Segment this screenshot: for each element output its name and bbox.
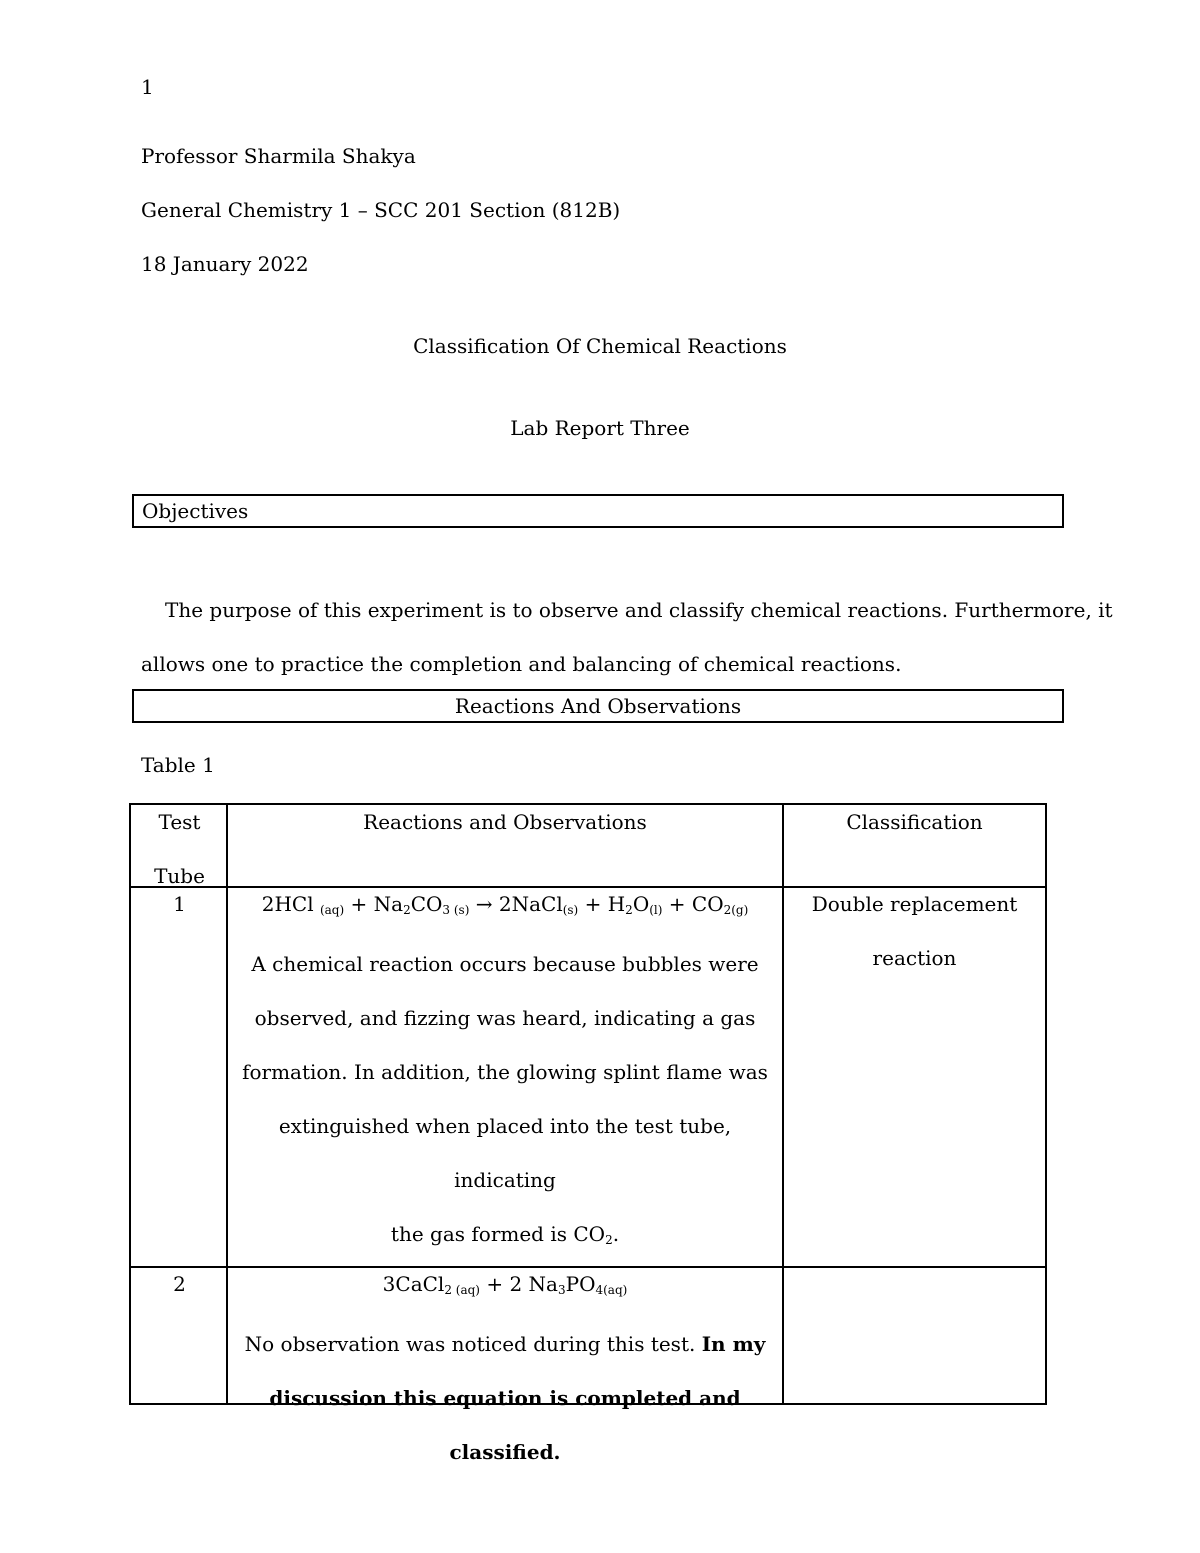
row-1-classification: Double replacement reaction <box>811 892 1018 970</box>
row-1-observation-line: the gas formed is $CO_2$. <box>390 1222 620 1247</box>
document-title: Classification Of Chemical Reactions <box>413 334 787 358</box>
course-name: General Chemistry 1 – SCC 201 Section (812B) <box>141 198 621 222</box>
objectives-paragraph <box>141 583 1113 691</box>
header-reactions: Reactions and Observations <box>363 810 647 834</box>
objectives-line-1: The purpose of this experiment is to observe and classify chemical reactions. Furthermore, it <box>165 598 1113 622</box>
page-number: 1 <box>141 75 154 99</box>
objectives-heading: Objectives <box>142 499 249 523</box>
row-1-observation-line: observed, and fizzing was heard, indicating a gas <box>254 1006 756 1030</box>
reactions-heading: Reactions And Observations <box>454 694 742 718</box>
reactions-heading-box <box>132 689 1064 723</box>
table-label: Table 1 <box>141 753 215 777</box>
header-classification: Classification <box>846 810 983 834</box>
reactions-table <box>129 803 1047 1464</box>
row-1-equation: 2HCl $_{(aq)} + Na_2CO_{3 (s)}$ → 2NaCl$_{(s)}$ + $H_2O_{(l)} + CO_{2(g)}$ <box>261 892 749 917</box>
row-2-observation-line: discussion this equation is completed and classified. <box>269 1386 741 1464</box>
row-2-observation-line: No observation was noticed during this test. In my <box>244 1332 766 1356</box>
row-2-reactions <box>228 1257 782 1479</box>
row-2-equation: 3CaCl$_{2 (aq)}$ + 2 $Na_3PO_{4(aq)}$ <box>382 1272 628 1297</box>
header-test-tube: Test Tube <box>154 810 205 888</box>
row-2-tube-number: 2 <box>173 1272 186 1296</box>
report-date: 18 January 2022 <box>141 252 309 276</box>
row-1-observation-line: A chemical reaction occurs because bubbles were <box>251 952 759 976</box>
objectives-heading-box <box>132 494 1064 528</box>
row-1-observation-line: extinguished when placed into the test tube, indicating <box>278 1114 732 1192</box>
document-subtitle: Lab Report Three <box>510 416 690 440</box>
professor-name: Professor Sharmila Shakya <box>141 144 416 168</box>
row-1-tube-number: 1 <box>173 892 186 916</box>
objectives-line-2: allows one to practice the completion and balancing of chemical reactions. <box>141 652 902 676</box>
row-1-observation-line: formation. In addition, the glowing splint flame was <box>242 1060 768 1084</box>
row-1-reactions <box>228 877 782 1267</box>
